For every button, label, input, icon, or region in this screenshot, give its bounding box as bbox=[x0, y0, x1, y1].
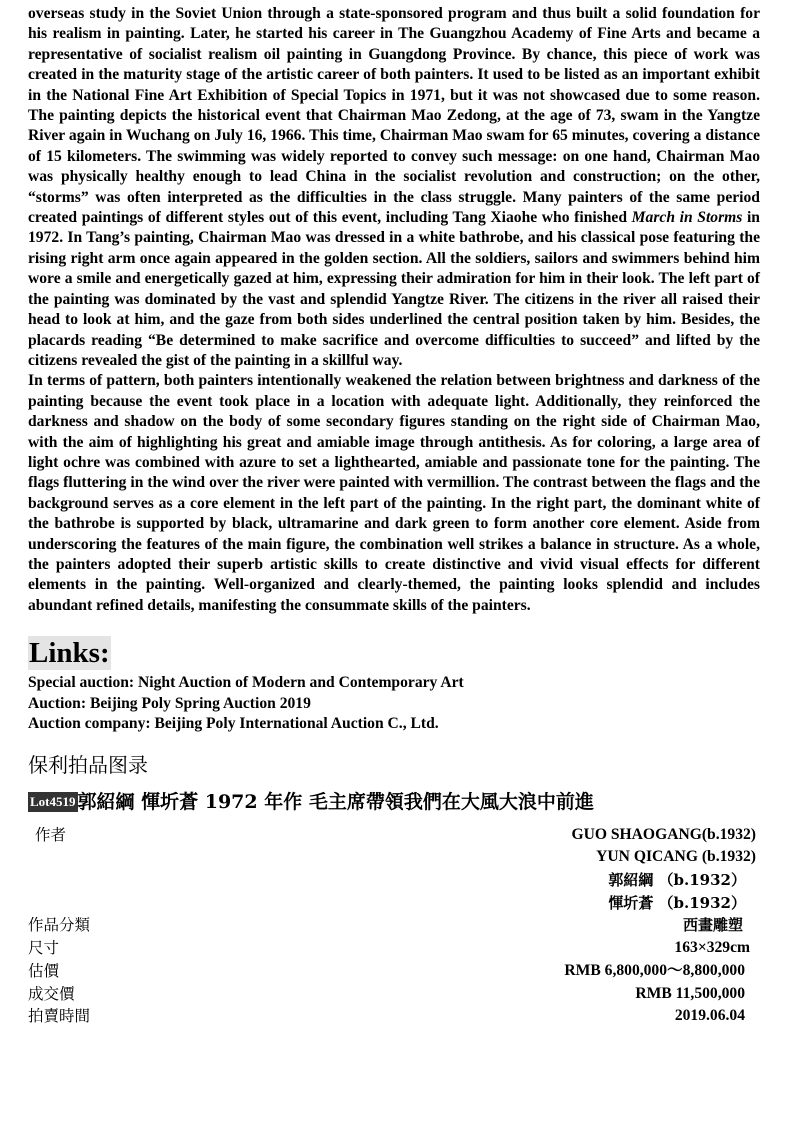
detail-row-artist-3 bbox=[28, 869, 760, 892]
detail-label-category: 作品分類 bbox=[28, 916, 91, 935]
detail-label-auction-date: 拍賣時間 bbox=[28, 1007, 91, 1026]
detail-value-hammer-price: RMB 11,500,000 bbox=[635, 984, 745, 1002]
detail-value-artist-3: 郭紹綱 （b.1932） bbox=[608, 871, 746, 890]
detail-row-auction-date bbox=[28, 1005, 760, 1028]
article-page bbox=[28, 4, 760, 1028]
detail-row-artist-4 bbox=[28, 892, 760, 915]
detail-label-size: 尺寸 bbox=[28, 939, 60, 958]
detail-value-size: 163×329cm bbox=[674, 939, 750, 957]
links-list bbox=[28, 673, 760, 735]
detail-label-hammer-price: 成交價 bbox=[28, 984, 75, 1003]
detail-label-estimate: 估價 bbox=[28, 961, 60, 980]
links-heading: Links: bbox=[29, 637, 110, 670]
article-paragraph-2: In terms of pattern, both painters intentionally weakened the relation between brightness and darkness of the painting because the event took place in a location with adequate light. Additionally, they reinforced the darkness and shadow on the body of some secondary figures standing on the right side of Chairman Mao, with the aim of highlighting his great and amiable image through antithesis. As for coloring, a large area of light ochre was combined with azure to set a lighthearted, amiable and passionate tone for the painting. The flags fluttering in the wind over the river were painted with vermillion. The contrast between the flags and the background serves as a core element in the left part of the painting. In the right part, the dominant white of the bathrobe is supported by black, ultramarine and dark green to form another core element. Aside from underscoring the features of the main figure, the combination well strikes a balance in structure. As a whole, the painters adopted their superb artistic skills to create distinctive and vivid visual effects for different elements in the painting. Well-organized and clearly-themed, the painting looks splendid and includes abundant refined details, manifesting the consummate skills of the painters. bbox=[28, 372, 760, 614]
lot-details bbox=[28, 824, 760, 1028]
detail-row-hammer-price bbox=[28, 983, 760, 1006]
link-special-auction: Special auction: Night Auction of Modern and Contemporary Art bbox=[28, 674, 464, 692]
detail-value-artist-2: YUN QICANG (b.1932) bbox=[596, 848, 756, 866]
detail-value-artist-1: GUO SHAOGANG(b.1932) bbox=[571, 825, 756, 843]
detail-row-size bbox=[28, 937, 760, 960]
detail-row-category bbox=[28, 914, 760, 937]
lot-header bbox=[28, 789, 760, 815]
detail-value-estimate: RMB 6,800,000～8,800,000 bbox=[564, 961, 745, 979]
article-text-1a: overseas study in the Soviet Union through a state-sponsored program and thus built a solid foundation for his realism in painting. Later, he started his career in The Guangzhou Academy of Fine Arts and became a representative of socialist realism oil painting in Guangdong Province. By chance, this piece of work was created in the maturity stage of the artistic career of both painters. It used to be listed as an important exhibit in the National Fine Art Exhibition of Special Topics in 1971, but it was not showcased due to some reason. The painting depicts the historical event that Chairman Mao Zedong, at the age of 73, swam in the Yangtze River again in Wuchang on July 16, 1966. This time, Chairman Mao swam for 65 minutes, covering a distance of 15 kilometers. The swimming was widely reported to convey such message: on one hand, Chairman Mao was physically healthy enough to lead China in the socialist revolution and construction; on the other, “storms” was often interpreted as the difficulties in the class struggle. Many painters of the same period created paintings of different styles out of this event, including Tang Xiaohe who finished bbox=[28, 5, 760, 227]
article-paragraph-1 bbox=[28, 4, 760, 371]
detail-row-artist bbox=[28, 824, 760, 847]
detail-value-auction-date: 2019.06.04 bbox=[674, 1007, 745, 1025]
detail-value-category: 西畫雕塑 bbox=[682, 916, 743, 935]
detail-value-artist-4: 惲圻蒼 （b.1932） bbox=[608, 893, 746, 912]
detail-row-estimate bbox=[28, 960, 760, 983]
article-text-1b: in 1972. In Tang’s painting, Chairman Mao was dressed in a white bathrobe, and his classical pose featuring the rising right arm once again appeared in the golden section. All the soldiers, sailors and swimmers behind him wore a smile and energetically gazed at him, expressing their admiration for him in their look. The left part of the painting was dominated by the vast and splendid Yangtze River. The citizens in the river all raised their head to look at him, and the gaze from both sides underlined the central position taken by him. Besides, the placards reading “Be determined to make sacrifice and overcome difficulties to succeed” and lifted by the citizens revealed the gist of the painting in a skillful way. bbox=[28, 209, 760, 369]
detail-label-artist: 作者 bbox=[35, 825, 67, 844]
link-auction: Auction: Beijing Poly Spring Auction 2019 bbox=[28, 694, 311, 712]
link-auction-company: Auction company: Beijing Poly International Auction C., Ltd. bbox=[28, 715, 439, 733]
lot-title: 郭紹綱 惲圻蒼 1972 年作 毛主席帶領我們在大風大浪中前進 bbox=[77, 790, 594, 813]
catalog-title: 保利拍品图录 bbox=[28, 752, 148, 777]
lot-number-badge: Lot4519 bbox=[28, 792, 78, 812]
article-italic-title: March in Storms bbox=[631, 209, 743, 227]
detail-row-artist-2 bbox=[28, 846, 760, 869]
